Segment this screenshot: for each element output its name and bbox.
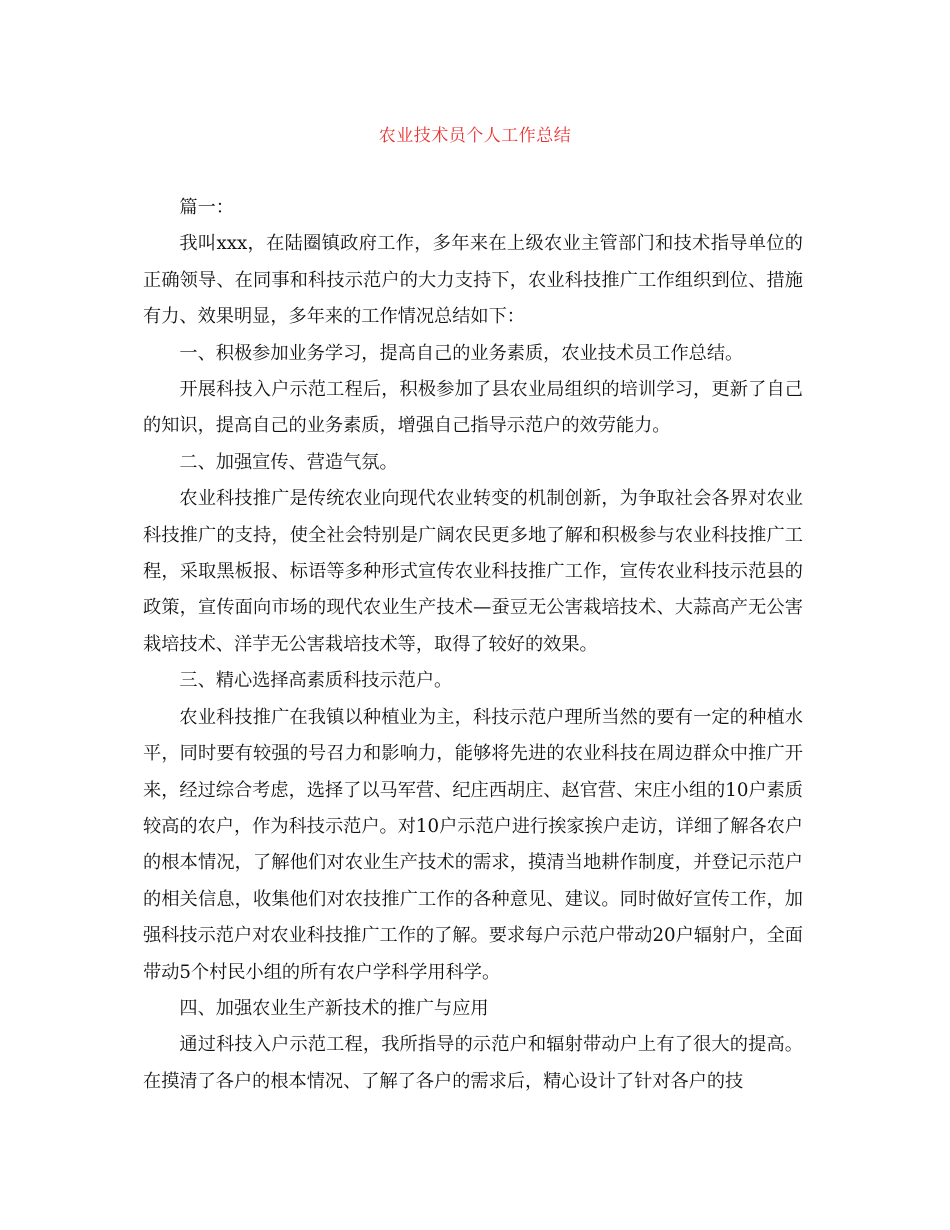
paragraph-section-2: 农业科技推广是传统农业向现代农业转变的机制创新，为争取社会各界对农业科技推广的支持，使全社会特别是广阔农民更多地了解和积极参与农业科技推广工程，采取黑板报、标语等多种形式宣传农业科技推广工作，宣传农业科技示范县的政策，宣传面向市场的现代农业生产技术—蚕豆无公害栽培技术、大蒜高产无公害栽培技术、洋芋无公害栽培技术等，取得了较好的效果。	[143, 488, 803, 655]
paragraph-section-label: 篇一：	[179, 197, 234, 218]
document-title: 农业技术员个人工作总结	[378, 126, 572, 146]
heading-section-4: 四、加强农业生产新技术的推广与应用	[179, 997, 489, 1019]
document-body	[143, 190, 803, 1100]
heading-section-2: 二、加强宣传、营造气氛。	[179, 451, 398, 473]
paragraph-section-4: 通过科技入户示范工程，我所指导的示范户和辐射带动户上有了很大的提高。在摸清了各户的根本情况、了解了各户的需求后，精心设计了针对各户的技	[143, 1034, 803, 1092]
paragraph-intro: 我叫xxx，在陆圈镇政府工作，多年来在上级农业主管部门和技术指导单位的正确领导、在同事和科技示范户的大力支持下，农业科技推广工作组织到位、措施有力、效果明显，多年来的工作情况总结如下：	[143, 233, 803, 328]
heading-section-3: 三、精心选择高素质科技示范户。	[179, 670, 453, 692]
paragraph-section-1: 开展科技入户示范工程后，积极参加了县农业局组织的培训学习，更新了自己的知识，提高自己的业务素质，增强自己指导示范户的效劳能力。	[143, 379, 803, 437]
heading-section-1: 一、积极参加业务学习，提高自己的业务素质，农业技术员工作总结。	[179, 342, 744, 364]
paragraph-section-3: 农业科技推广在我镇以种植业为主，科技示范户理所当然的要有一定的种植水平，同时要有较强的号召力和影响力，能够将先进的农业科技在周边群众中推广开来，经过综合考虑，选择了以马军营、纪庄西胡庄、赵官营、宋庄小组的10户素质较高的农户，作为科技示范户。对10户示范户进行挨家挨户走访，详细了解各农户的根本情况，了解他们对农业生产技术的需求，摸清当地耕作制度，并登记示范户的相关信息，收集他们对农技推广工作的各种意见、建议。同时做好宣传工作，加强科技示范户对农业科技推广工作的了解。要求每户示范户带动20户辐射户，全面带动5个村民小组的所有农户学科学用科学。	[143, 706, 803, 983]
